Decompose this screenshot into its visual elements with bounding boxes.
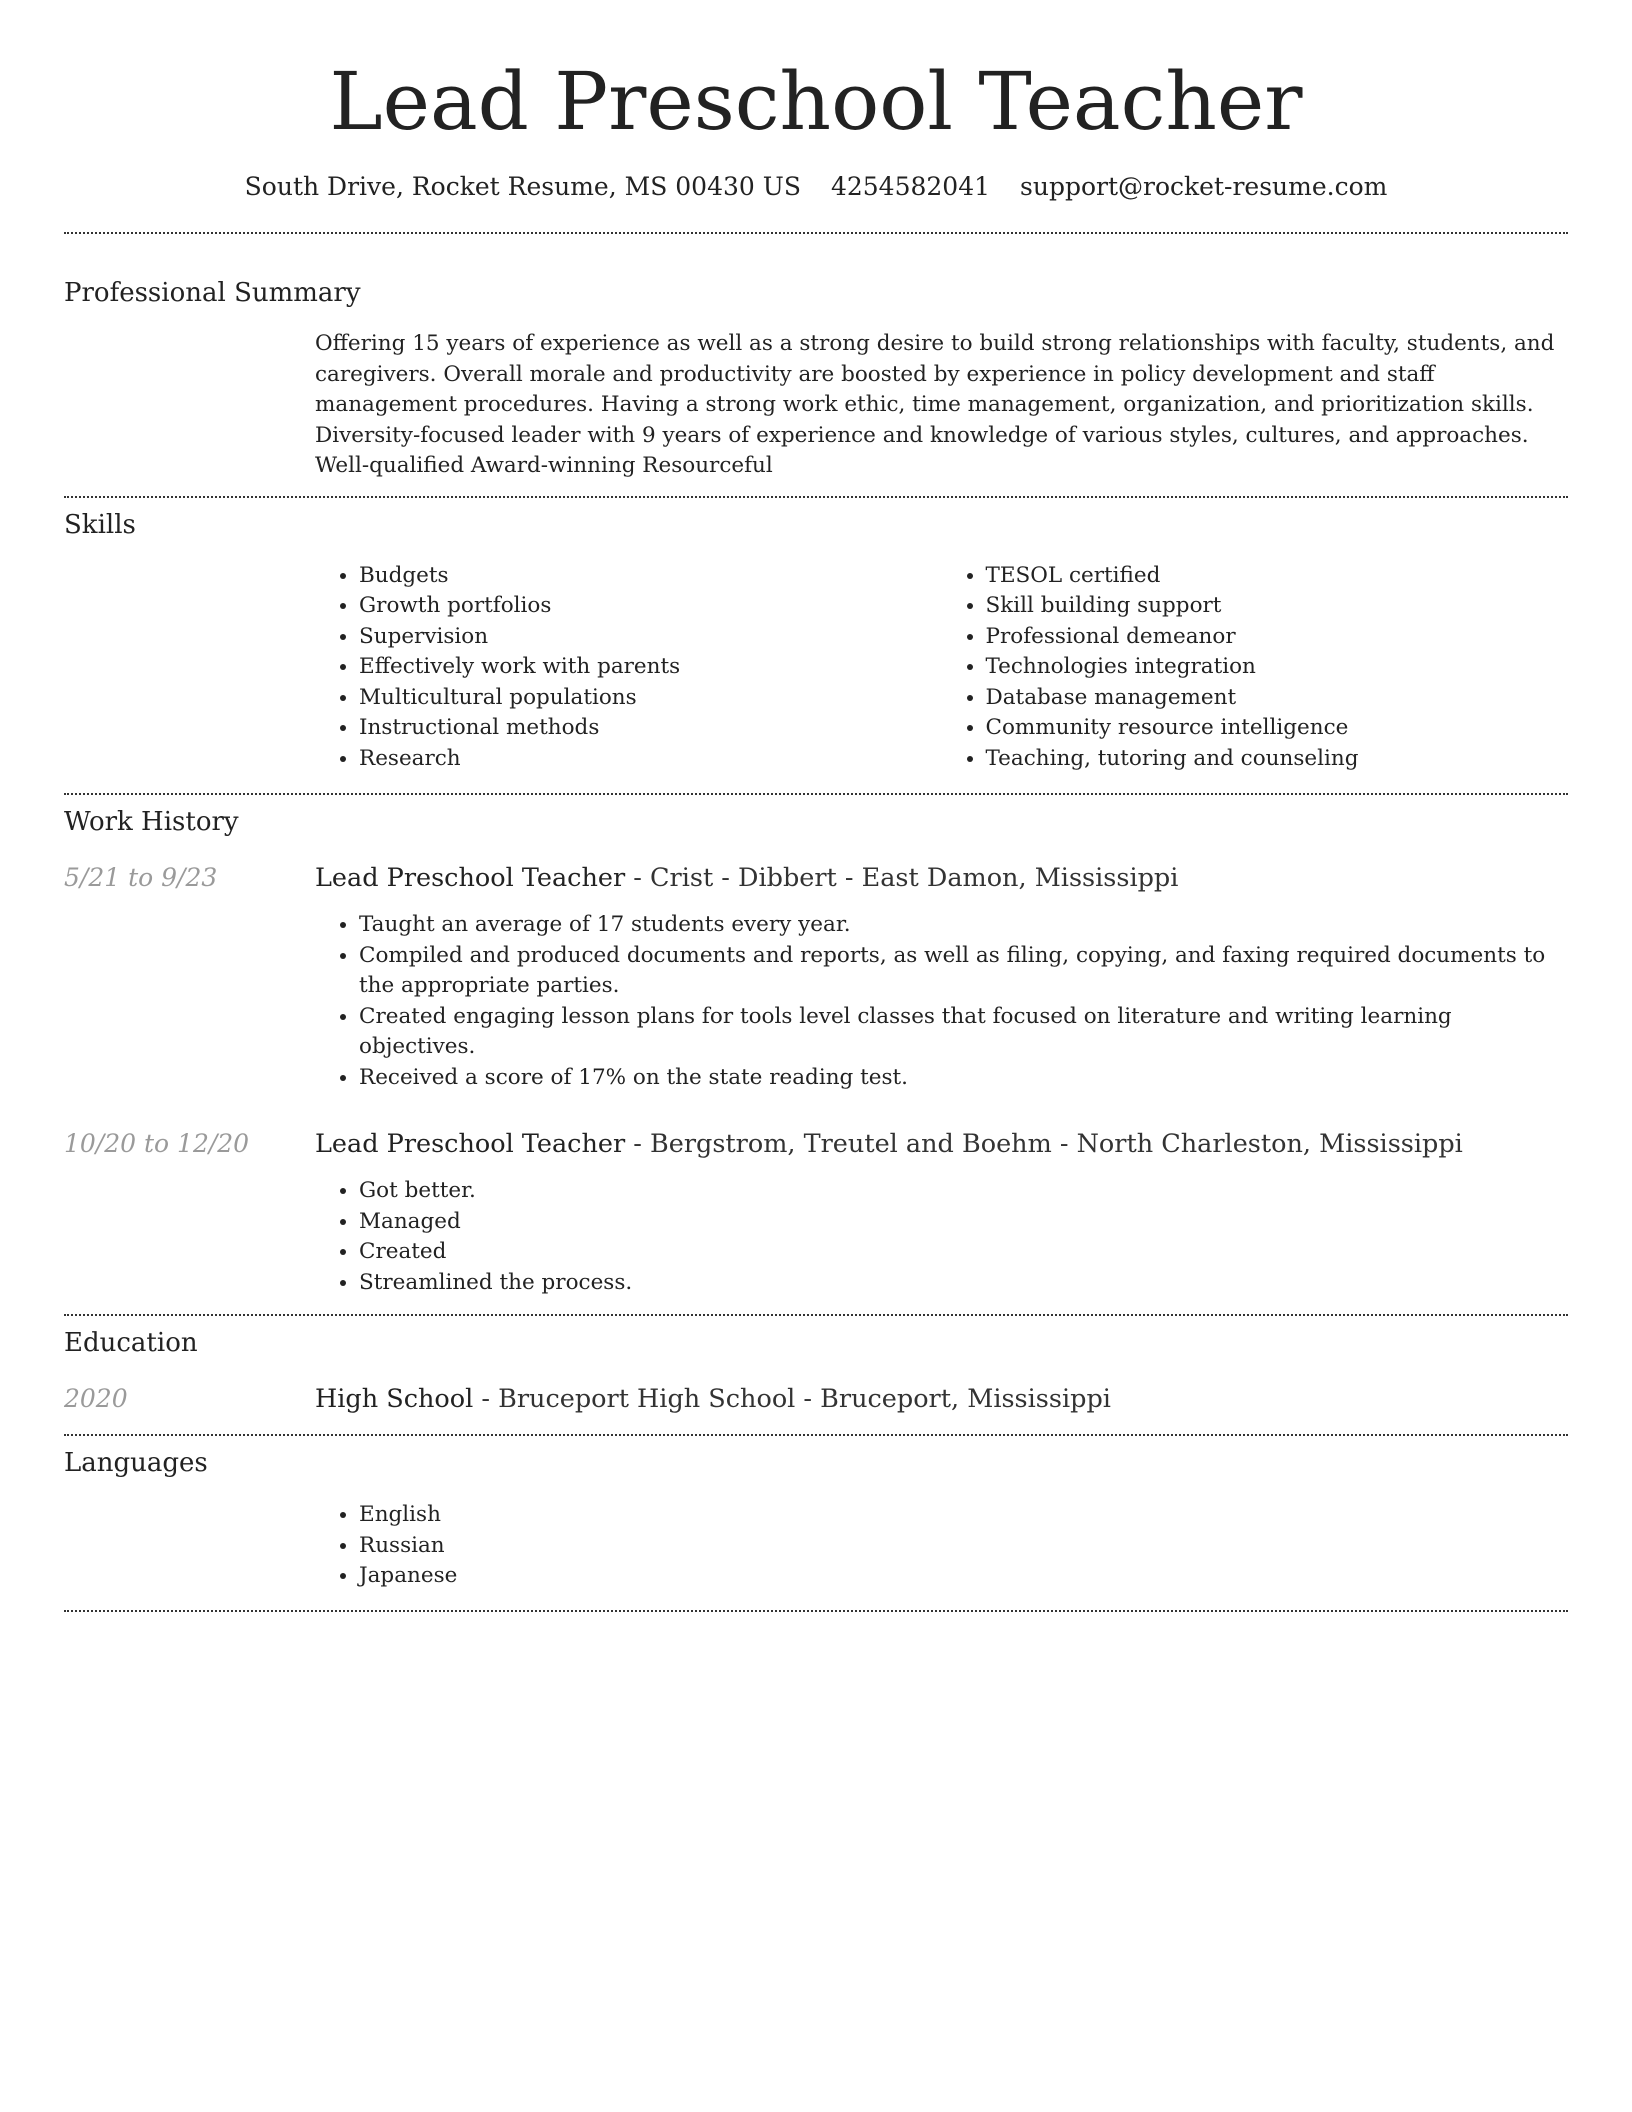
contact-email: support@rocket-resume.com [1020, 172, 1388, 201]
job-details: - Crist - Dibbert - East Damon, Mississippi [625, 863, 1179, 893]
contact-phone: 4254582041 [830, 172, 991, 201]
list-item: • Teaching, tutoring and counseling [986, 744, 1569, 775]
languages-title: Languages [64, 1448, 208, 1478]
list-item: • Database management [986, 683, 1569, 714]
summary-section [64, 234, 1568, 482]
job-dates: 5/21 to 9/23 [64, 863, 218, 892]
list-item: • Technologies integration [986, 652, 1569, 683]
job-body [315, 861, 1568, 1093]
job-title [315, 1127, 1568, 1161]
job-body [315, 1127, 1568, 1298]
languages-section [64, 1436, 1568, 1592]
list-item: • TESOL certified [986, 561, 1569, 592]
list-item: • Growth portfolios [359, 591, 942, 622]
resume-header [64, 0, 1568, 204]
list-item: • Professional demeanor [986, 622, 1569, 653]
list-item: • Compiled and produced documents and reports, as well as filing, copying, and faxing required documents to the appropriate parties. [359, 941, 1568, 1002]
list-item: • Taught an average of 17 students every year. [359, 910, 1568, 941]
skills-list-right [942, 561, 1569, 775]
list-item: • Created [359, 1237, 1568, 1268]
list-item: • Research [359, 744, 942, 775]
contact-address: South Drive, Rocket Resume, MS 00430 US [244, 172, 801, 201]
list-item: • Community resource intelligence [986, 713, 1569, 744]
job-entry [64, 861, 1568, 1093]
job-bullets [315, 910, 1568, 1093]
job-role: Lead Preschool Teacher [315, 863, 626, 893]
work-title: Work History [64, 807, 239, 837]
education-section [64, 1316, 1568, 1416]
skills-row [64, 561, 1568, 775]
job-bullets [315, 1176, 1568, 1298]
list-item: • Japanese [359, 1561, 1568, 1592]
education-title-line [315, 1382, 1568, 1416]
list-item: • Skill building support [986, 591, 1569, 622]
skills-title: Skills [64, 509, 136, 540]
summary-row [64, 329, 1568, 482]
list-item: • English [359, 1500, 1568, 1531]
job-role: Lead Preschool Teacher [315, 1129, 626, 1159]
languages-body [315, 1500, 1568, 1592]
list-item: • Multicultural populations [359, 683, 942, 714]
list-item: • Supervision [359, 622, 942, 653]
skills-left-spacer [64, 561, 315, 775]
list-item: • Russian [359, 1531, 1568, 1562]
candidate-name: Lead Preschool Teacher [329, 55, 1303, 148]
education-entry [64, 1382, 1568, 1416]
skills-columns [315, 561, 1568, 775]
summary-text: Offering 15 years of experience as well as a strong desire to build strong relationships with faculty, students, and caregivers. Overall morale and productivity are boosted by experience in policy development and staff management procedures. Having a strong work ethic, time management, organization, and prioritization skills. Diversity-focused leader with 9 years of experience and knowledge of various styles, cultures, and approaches. Well-qualified Award-winning Resourceful [315, 331, 1555, 478]
job-dates: 10/20 to 12/20 [64, 1129, 250, 1158]
job-title [315, 861, 1568, 895]
languages-left-spacer [64, 1500, 315, 1592]
education-details: - Bruceport High School - Bruceport, Mississippi [473, 1384, 1111, 1414]
work-section [64, 795, 1568, 1298]
list-item: • Streamlined the process. [359, 1268, 1568, 1299]
languages-row [64, 1500, 1568, 1592]
list-item: • Budgets [359, 561, 942, 592]
list-item: • Got better. [359, 1176, 1568, 1207]
education-degree: High School [315, 1384, 474, 1414]
skills-list-left [315, 561, 942, 775]
summary-title: Professional Summary [64, 278, 361, 308]
list-item: • Created engaging lesson plans for tools level classes that focused on literature and writing learning objectives. [359, 1002, 1568, 1063]
list-item: • Instructional methods [359, 713, 942, 744]
education-title: Education [64, 1328, 198, 1358]
list-item: • Effectively work with parents [359, 652, 942, 683]
education-body [315, 1382, 1568, 1416]
job-entry [64, 1127, 1568, 1298]
contact-line [64, 170, 1568, 204]
divider [64, 1610, 1568, 1612]
summary-right [315, 329, 1568, 482]
list-item: • Received a score of 17% on the state reading test. [359, 1063, 1568, 1094]
job-details: - Bergstrom, Treutel and Boehm - North Charleston, Mississippi [625, 1129, 1463, 1159]
languages-list [315, 1500, 1568, 1592]
list-item: • Managed [359, 1207, 1568, 1238]
education-year: 2020 [64, 1384, 128, 1413]
summary-left-spacer [64, 329, 315, 482]
skills-section [64, 498, 1568, 775]
